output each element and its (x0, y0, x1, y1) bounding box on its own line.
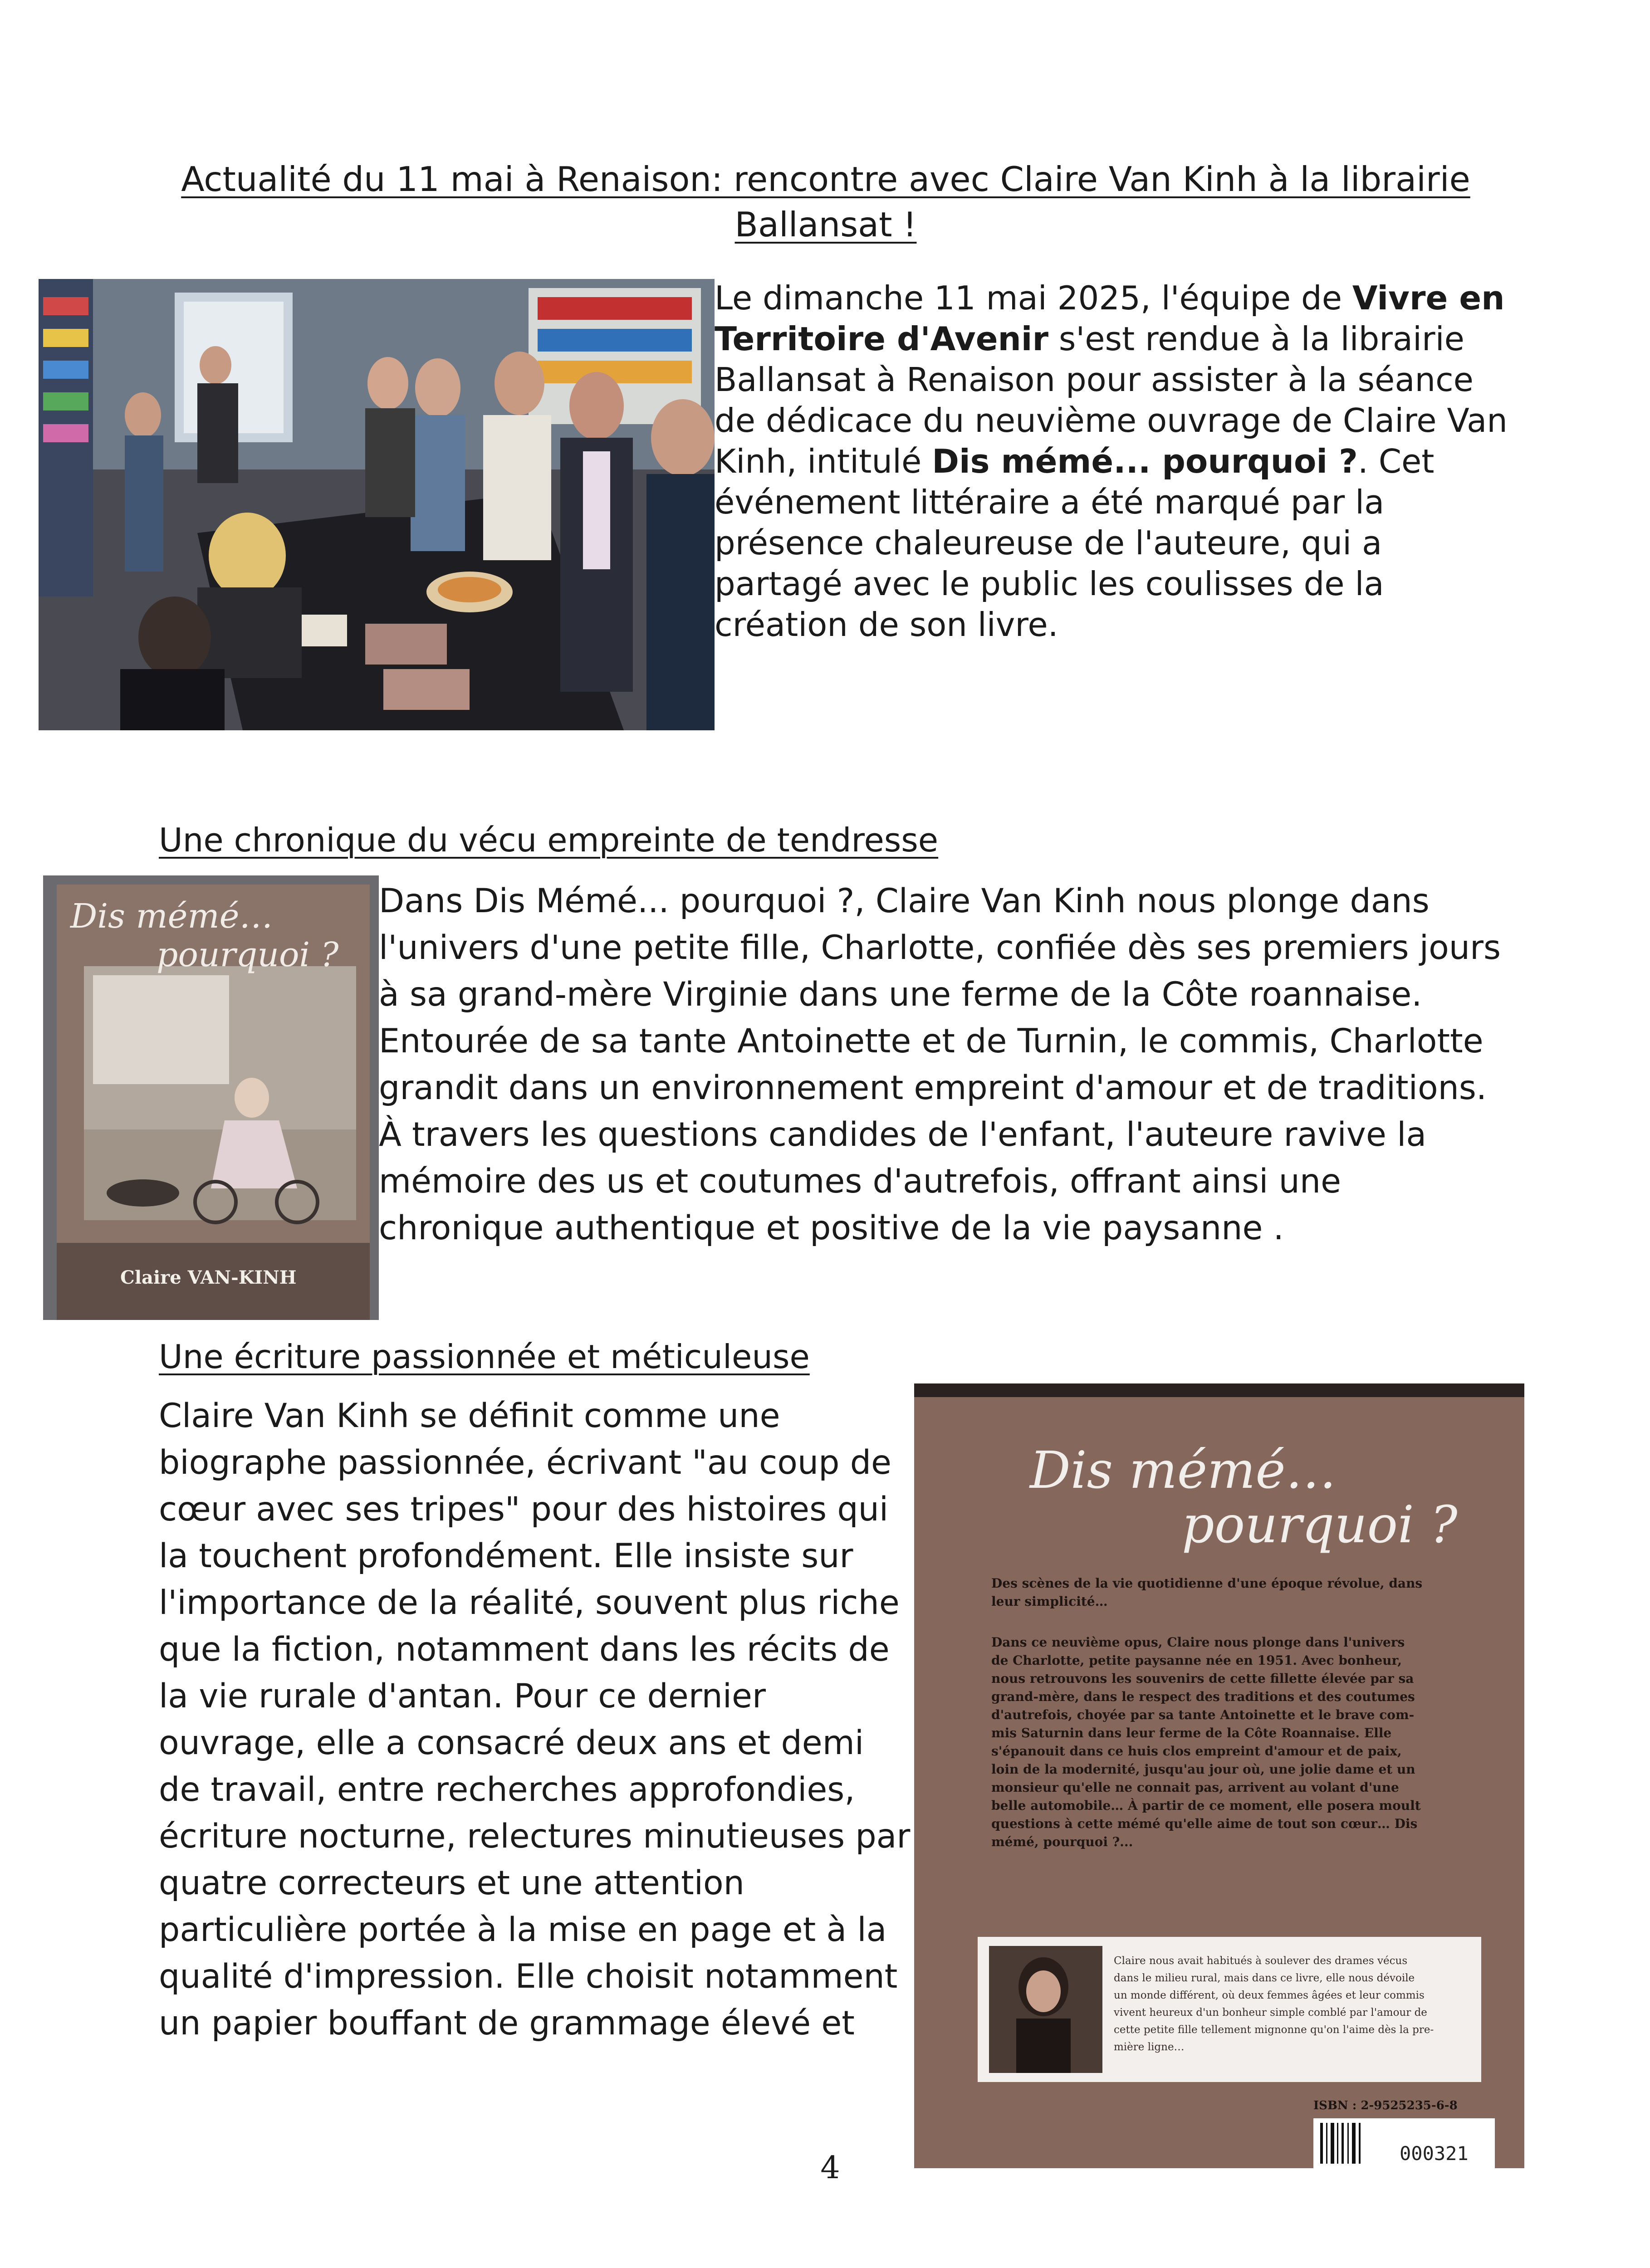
blurb-line: loin de la modernité, jusqu'au jour où, une jolie dame et un (991, 1762, 1415, 1777)
front-cover-title-2: pourquoi ? (157, 935, 339, 974)
intro-text-middle: s'est rendue à la librairie Ballansat à Renaison pour assister à la séance de dédicace du neuvième ouvrage de Claire Van Kinh, intitulé (715, 320, 1508, 480)
page-number: 4 (820, 2150, 840, 2186)
tagline-line: leur simplicité… (991, 1594, 1108, 1609)
blurb-line: mis Saturnin dans leur ferme de la Côte Roannaise. Elle (991, 1725, 1392, 1740)
author-box-line: mière ligne… (1114, 2041, 1185, 2053)
intro-text-end: . Cet événement littéraire a été marqué par la présence chaleureuse de l'auteure, qui a partagé avec le public les coulisses de la création de son livre. (715, 442, 1435, 644)
author-box-line: dans le milieu rural, mais dans ce livre, elle nous dévoile (1114, 1972, 1415, 1984)
blurb-line: d'autrefois, choyée par sa tante Antoinette et le brave com- (991, 1707, 1415, 1722)
blurb-line: questions à cette mémé qu'elle aime de tout son cœur… Dis (991, 1816, 1418, 1831)
intro-paragraph (715, 278, 1513, 645)
back-cover-photo (914, 1383, 1524, 2168)
page-title (136, 156, 1515, 247)
front-cover-photo (43, 875, 379, 1320)
blurb-line: s'épanouit dans ce huis clos empreint d'amour et de paix, (991, 1744, 1402, 1759)
tagline-line: Des scènes de la vie quotidienne d'une époque révolue, dans (991, 1576, 1423, 1591)
blurb-line: mémé, pourquoi ?... (991, 1834, 1133, 1849)
section2-body: Claire Van Kinh se définit comme une biographe passionnée, écrivant "au coup de cœur avec ses tripes" pour des histoires qui la touchent profondément. Elle insiste sur l'importance de la réalité, souvent plus riche que la fiction, notamment dans les récits de la vie rurale d'antan. Pour ce dernier ouvrage, elle a consacré deux ans et demi de travail, entre recherches approfondies, écriture nocturne, relectures minutieuses par quatre correcteurs et une attention particulière portée à la mise en page et à la qualité d'impression. Elle choisit notamment un papier bouffant de grammage élevé et (159, 1397, 911, 2043)
blurb-line: grand-mère, dans le respect des traditions et des coutumes (991, 1689, 1415, 1704)
blurb-line: monsieur qu'elle ne connait pas, arrivent au volant d'une (991, 1780, 1399, 1795)
author-box-line: un monde différent, où deux femmes âgées et leur commis (1114, 1989, 1425, 2001)
back-cover-title-2: pourquoi ? (1182, 1496, 1458, 1554)
blurb-line: Dans ce neuvième opus, Claire nous plonge dans l'univers (991, 1635, 1405, 1650)
author-box-line: Claire nous avait habitués à soulever des drames vécus (1114, 1955, 1408, 1967)
front-cover-author: Claire VAN-KINH (120, 1267, 297, 1288)
book-title-mention: Dis mémé... pourquoi ? (932, 442, 1358, 480)
barcode-number: 000321 (1400, 2142, 1469, 2165)
signing-event-photo (39, 279, 715, 730)
title-line-2: Ballansat ! (734, 205, 917, 244)
organization-name: Vivre en Territoire d'Avenir (715, 279, 1505, 358)
section1-body: Dans Dis Mémé... pourquoi ?, Claire Van Kinh nous plonge dans l'univers d'une petite fille, Charlotte, confiée dès ses premiers jours à sa grand-mère Virginie dans une ferme de la Côte roannaise. Entourée de sa tante Antoinette et de Turnin, le commis, Charlotte grandit dans un environnement empreint d'amour et de traditions. À travers les questions candides de l'enfant, l'auteure ravive la mémoire des us et coutumes d'autrefois, offrant ainsi une chronique authentique et positive de la vie paysanne . (379, 882, 1501, 1247)
back-cover-title-1: Dis mémé… (1030, 1441, 1337, 1500)
author-box-line: vivent heureux d'un bonheur simple comblé par l'amour de (1114, 2007, 1427, 2019)
section-heading-writing: Une écriture passionnée et méticuleuse (159, 1338, 810, 1376)
intro-text-start: Le dimanche 11 mai 2025, l'équipe de (715, 279, 1352, 317)
author-box-line: cette petite fille tellement mignonne qu'on l'aime dès la pre- (1114, 2024, 1434, 2036)
section-heading-chronicle: Une chronique du vécu empreinte de tendresse (159, 821, 939, 859)
blurb-line: belle automobile… À partir de ce moment, elle posera moult (991, 1798, 1421, 1813)
blurb-line: de Charlotte, petite paysanne née en 1951. Avec bonheur, (991, 1653, 1402, 1668)
blurb-line: nous retrouvons les souvenirs de cette fillette élevée par sa (991, 1671, 1414, 1686)
front-cover-title-1: Dis mémé… (70, 897, 273, 936)
title-line-1: Actualité du 11 mai à Renaison: rencontre avec Claire Van Kinh à la librairie (181, 159, 1470, 199)
isbn-label: ISBN : 2-9525235-6-8 (1313, 2099, 1458, 2112)
